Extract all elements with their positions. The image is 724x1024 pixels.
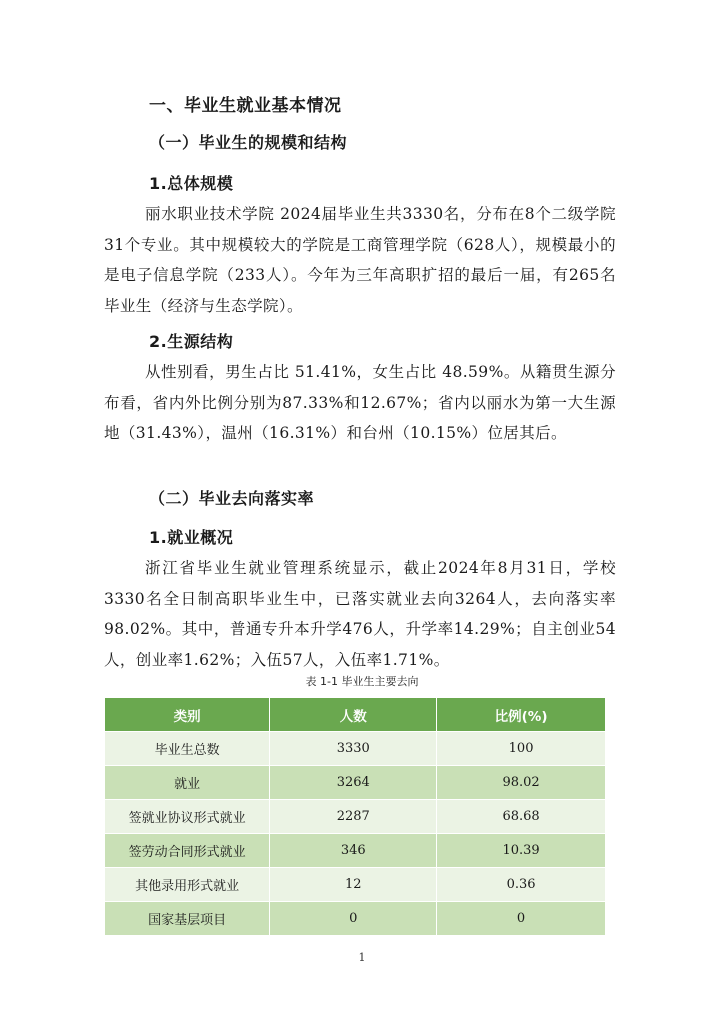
cell-ratio: 0.36 [437, 868, 606, 902]
cell-count: 3264 [270, 766, 437, 800]
heading-main: 一、毕业生就业基本情况 [149, 96, 342, 116]
heading-placement-rate: （二）毕业去向落实率 [149, 489, 315, 508]
cell-category: 其他录用形式就业 [105, 868, 270, 902]
cell-ratio: 10.39 [437, 834, 606, 868]
header-count: 人数 [270, 698, 437, 732]
table-row [105, 732, 606, 766]
header-category: 类别 [105, 698, 270, 732]
cell-category: 签劳动合同形式就业 [105, 834, 270, 868]
cell-category: 签就业协议形式就业 [105, 800, 270, 834]
cell-category: 就业 [105, 766, 270, 800]
page-number: 1 [358, 951, 366, 964]
table-row [105, 868, 606, 902]
table-row [105, 902, 606, 936]
cell-ratio: 100 [437, 732, 606, 766]
cell-count: 2287 [270, 800, 437, 834]
heading-overall-scale: 1.总体规模 [149, 174, 234, 193]
heading-source-structure: 2.生源结构 [149, 332, 234, 351]
table-row [105, 800, 606, 834]
paragraph-source-structure: 从性别看，男生占比 51.41%，女生占比 48.59%。从籍贯生源分布看，省内外比例分别为87.33%和12.67%；省内以丽水为第一大生源地（31.43%），温州（16.31%）和台州（10.15%）位居其后。 [104, 363, 616, 442]
destination-table [104, 697, 606, 936]
cell-ratio: 68.68 [437, 800, 606, 834]
paragraph-employment-overview: 浙江省毕业生就业管理系统显示，截止2024年8月31日，学校3330名全日制高职毕业生中，已落实就业去向3264人，去向落实率98.02%。其中，普通专升本升学476人，升学率14.29%；自主创业54人，创业率1.62%；入伍57人，入伍率1.71%。 [104, 559, 616, 669]
cell-count: 346 [270, 834, 437, 868]
cell-count: 0 [270, 902, 437, 936]
cell-count: 12 [270, 868, 437, 902]
paragraph-overall-scale: 丽水职业技术学院 2024届毕业生共3330名，分布在8个二级学院31个专业。其中规模较大的学院是工商管理学院（628人），规模最小的是电子信息学院（233人）。今年为三年高职扩招的最后一届，有265名毕业生（经济与生态学院）。 [104, 205, 616, 315]
table-header-row [105, 698, 606, 732]
heading-scale-structure: （一）毕业生的规模和结构 [149, 133, 348, 152]
cell-category: 国家基层项目 [105, 902, 270, 936]
cell-ratio: 98.02 [437, 766, 606, 800]
cell-category: 毕业生总数 [105, 732, 270, 766]
heading-employment-overview: 1.就业概况 [149, 528, 234, 547]
header-ratio: 比例(%) [437, 698, 606, 732]
cell-ratio: 0 [437, 902, 606, 936]
table-caption: 表 1-1 毕业生主要去向 [305, 675, 419, 688]
table-row [105, 766, 606, 800]
cell-count: 3330 [270, 732, 437, 766]
table-row [105, 834, 606, 868]
